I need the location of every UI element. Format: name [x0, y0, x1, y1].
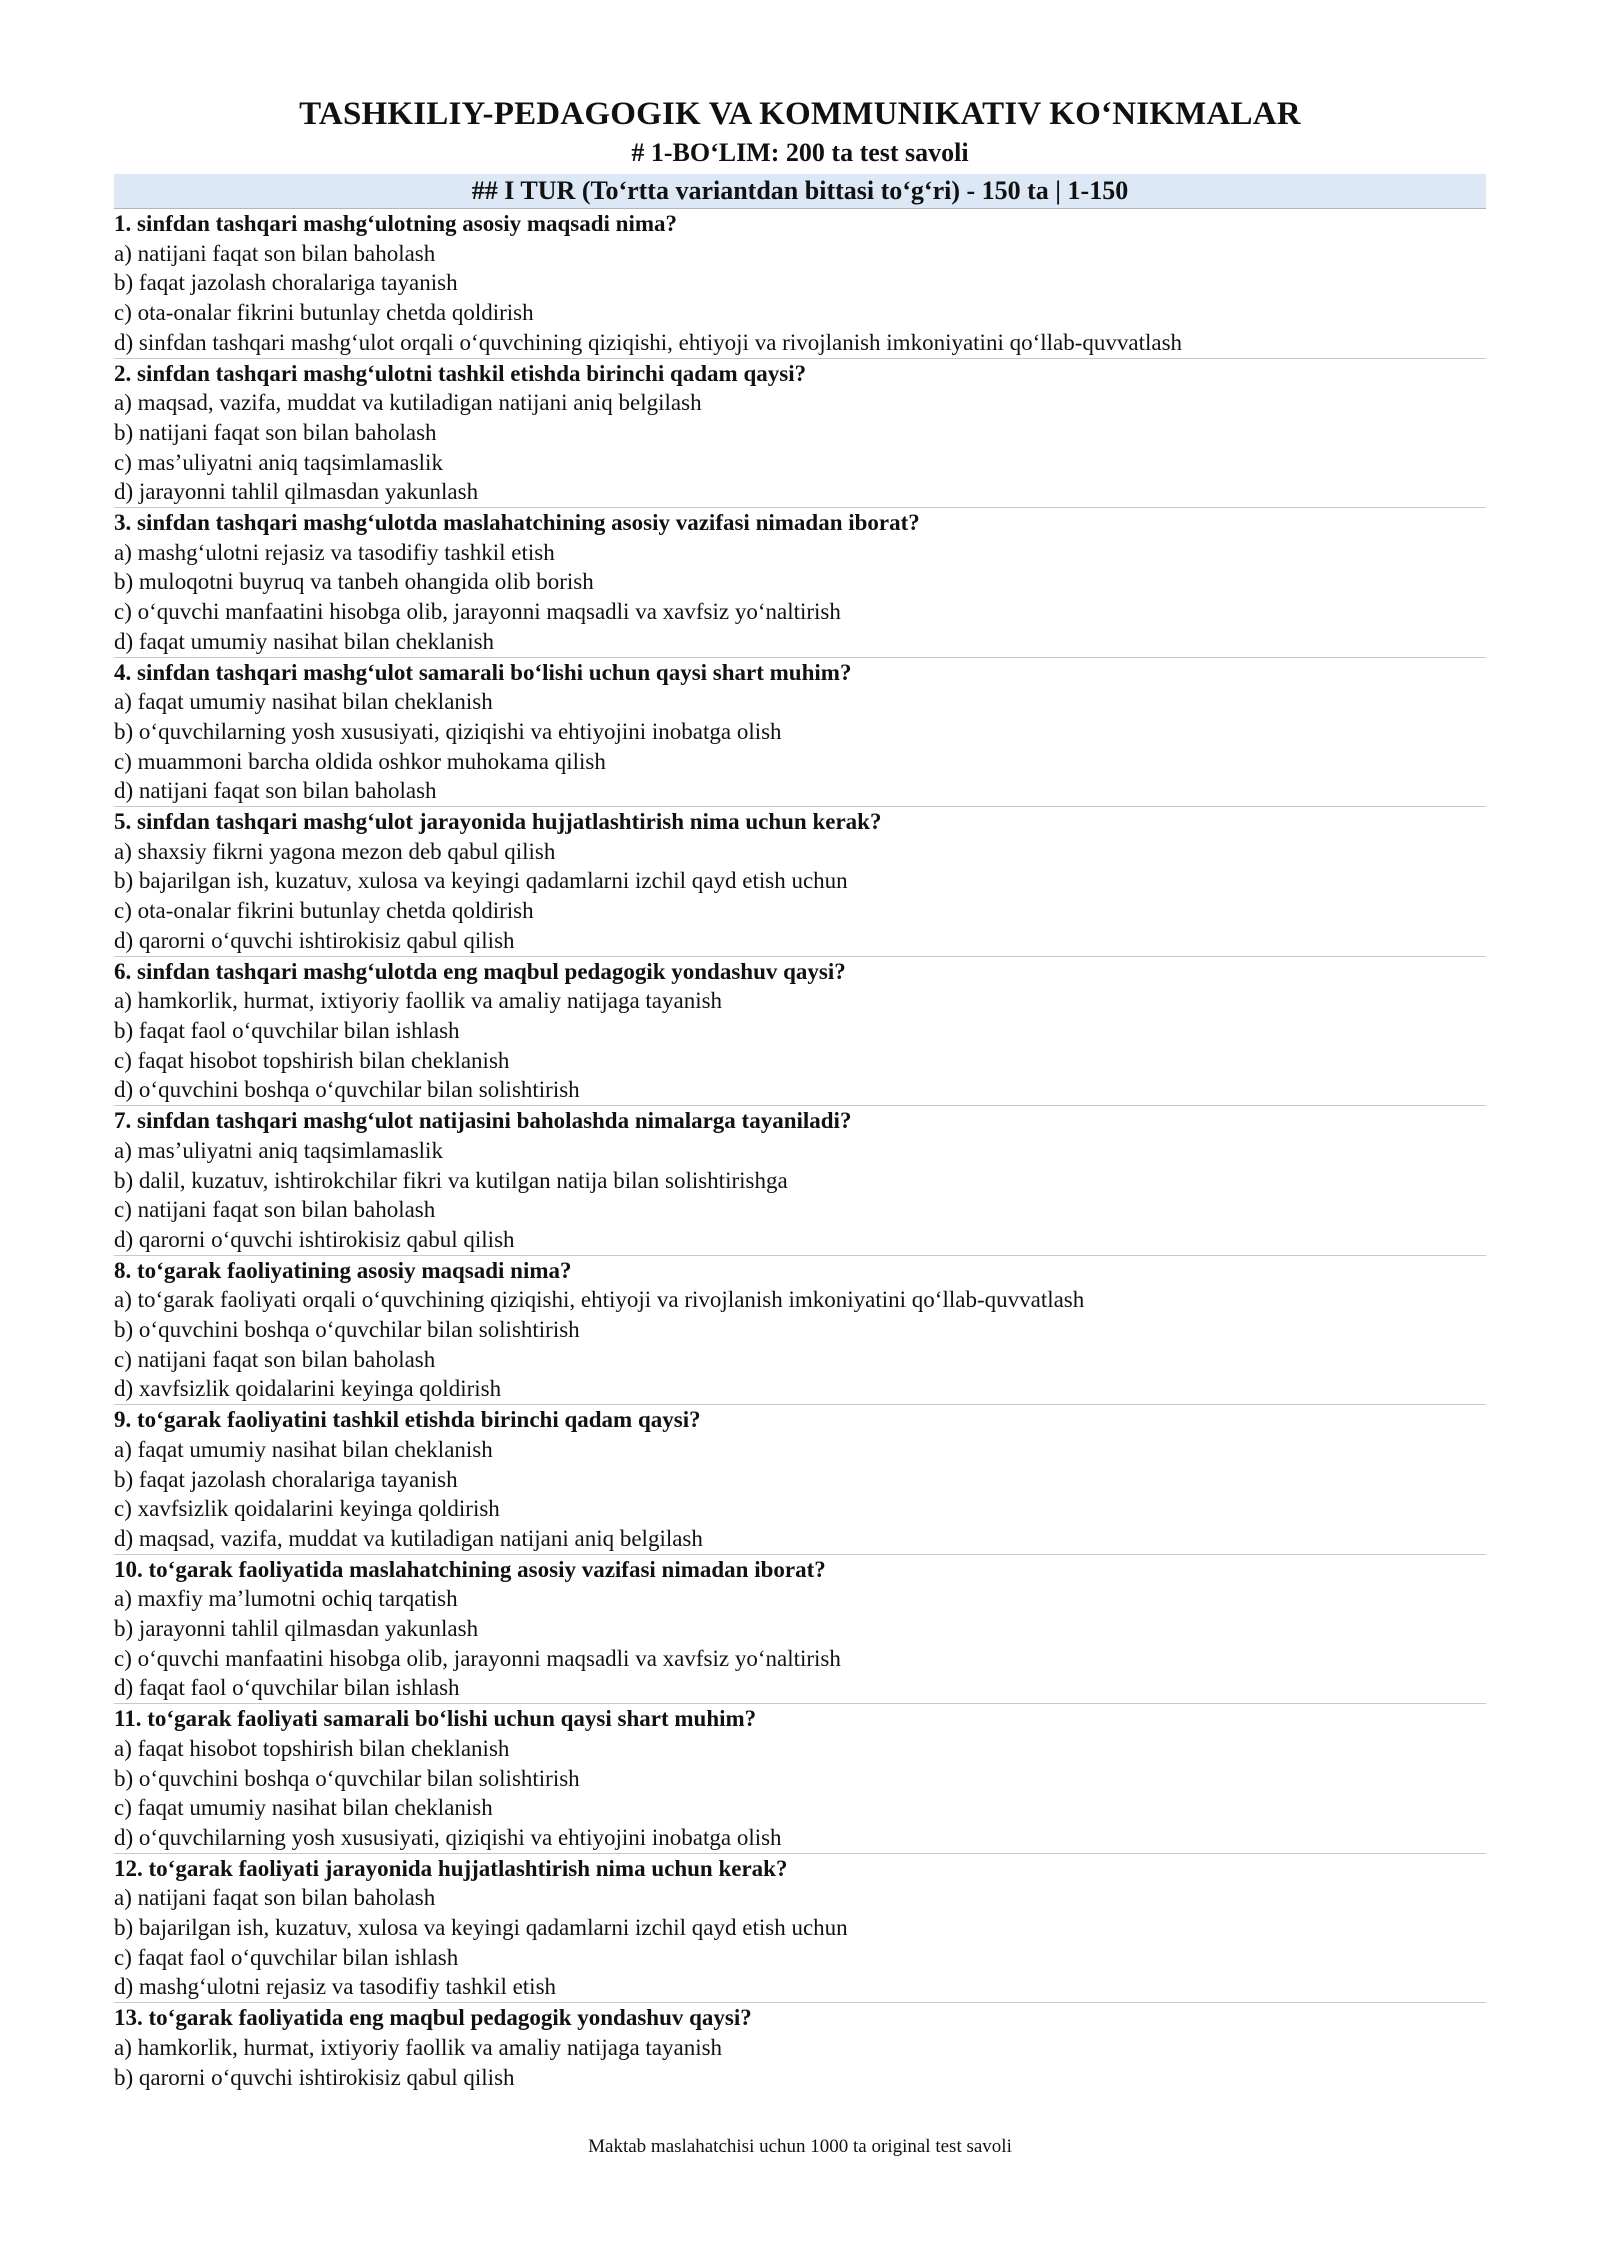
answer-option: a) mas’uliyatni aniq taqsimlamaslik [114, 1137, 443, 1163]
question-text: 5. sinfdan tashqari mashg‘ulot jarayonida hujjatlashtirish nima uchun kerak? [114, 809, 882, 835]
answer-option: a) hamkorlik, hurmat, ixtiyoriy faollik va amaliy natijaga tayanish [114, 2034, 723, 2060]
answer-option: b) faqat jazolash choralariga tayanish [114, 1466, 458, 1492]
question-block [114, 2003, 1486, 2092]
question-text: 1. sinfdan tashqari mashg‘ulotning asosiy maqsadi nima? [114, 211, 678, 236]
question-block [114, 1555, 1486, 1705]
question-text: 2. sinfdan tashqari mashg‘ulotni tashkil etishda birinchi qadam qaysi? [114, 360, 807, 386]
answer-option: c) natijani faqat son bilan baholash [114, 1346, 436, 1372]
question-text: 8. to‘garak faoliyatining asosiy maqsadi nima? [114, 1257, 572, 1283]
answer-option: a) natijani faqat son bilan baholash [114, 1885, 436, 1911]
question-text: 6. sinfdan tashqari mashg‘ulotda eng maqbul pedagogik yondashuv qaysi? [114, 958, 846, 984]
answer-option: b) o‘quvchilarning yosh xususiyati, qiziqishi va ehtiyojini inobatga olish [114, 718, 782, 744]
question-text: 10. to‘garak faoliyatida maslahatchining asosiy vazifasi nimadan iborat? [114, 1556, 826, 1582]
question-text: 7. sinfdan tashqari mashg‘ulot natijasini baholashda nimalarga tayaniladi? [114, 1108, 852, 1134]
answer-option: c) faqat umumiy nasihat bilan cheklanish [114, 1795, 493, 1821]
answer-option: d) qarorni o‘quvchi ishtirokisiz qabul qilish [114, 927, 515, 953]
answer-option: a) maxfiy ma’lumotni ochiq tarqatish [114, 1586, 458, 1612]
question-block [114, 359, 1486, 509]
answer-option: a) natijani faqat son bilan baholash [114, 240, 436, 266]
question-text: 3. sinfdan tashqari mashg‘ulotda maslahatchining asosiy vazifasi nimadan iborat? [114, 510, 920, 536]
answer-option: c) mas’uliyatni aniq taqsimlamaslik [114, 449, 443, 475]
answer-option: b) faqat jazolash choralariga tayanish [114, 270, 458, 296]
answer-option: a) faqat umumiy nasihat bilan cheklanish [114, 689, 493, 715]
answer-option: a) to‘garak faoliyati orqali o‘quvchining qiziqishi, ehtiyoji va rivojlanish imkoniyatini qo‘llab-quvvatlash [114, 1287, 1085, 1313]
answer-option: c) ota-onalar fikrini butunlay chetda qoldirish [114, 300, 534, 326]
answer-option: a) hamkorlik, hurmat, ixtiyoriy faollik va amaliy natijaga tayanish [114, 988, 723, 1014]
question-block [114, 957, 1486, 1107]
answer-option: d) jarayonni tahlil qilmasdan yakunlash [114, 479, 479, 505]
answer-option: c) faqat faol o‘quvchilar bilan ishlash [114, 1944, 459, 1970]
answer-option: a) faqat hisobot topshirish bilan cheklanish [114, 1735, 510, 1761]
answer-option: c) o‘quvchi manfaatini hisobga olib, jarayonni maqsadli va xavfsiz yo‘naltirish [114, 1645, 841, 1671]
question-block [114, 1704, 1486, 1854]
question-text: 12. to‘garak faoliyati jarayonida hujjatlashtirish nima uchun kerak? [114, 1855, 788, 1881]
question-text: 9. to‘garak faoliyatini tashkil etishda birinchi qadam qaysi? [114, 1407, 701, 1433]
answer-option: d) sinfdan tashqari mashg‘ulot orqali o‘quvchining qiziqishi, ehtiyoji va rivojlanish imkoniyatini qo‘llab-quvvatlash [114, 329, 1183, 355]
document-subtitle: # 1-BO‘LIM: 200 ta test savoli [631, 138, 969, 167]
question-list [114, 209, 1486, 2092]
answer-option: b) o‘quvchini boshqa o‘quvchilar bilan solishtirish [114, 1317, 580, 1343]
answer-option: b) faqat faol o‘quvchilar bilan ishlash [114, 1017, 460, 1043]
question-block [114, 508, 1486, 658]
answer-option: b) muloqotni buyruq va tanbeh ohangida olib borish [114, 569, 594, 595]
answer-option: c) muammoni barcha oldida oshkor muhokama qilish [114, 748, 606, 774]
document-title: TASHKILIY-PEDAGOGIK VA KOMMUNIKATIV KO‘NIKMALAR [299, 96, 1301, 132]
answer-option: c) ota-onalar fikrini butunlay chetda qoldirish [114, 898, 534, 924]
answer-option: a) mashg‘ulotni rejasiz va tasodifiy tashkil etish [114, 539, 555, 565]
answer-option: d) faqat faol o‘quvchilar bilan ishlash [114, 1675, 460, 1701]
answer-option: b) bajarilgan ish, kuzatuv, xulosa va keyingi qadamlarni izchil qayd etish uchun [114, 1915, 848, 1941]
question-block [114, 209, 1486, 359]
answer-option: d) faqat umumiy nasihat bilan cheklanish [114, 628, 495, 654]
answer-option: c) xavfsizlik qoidalarini keyinga qoldirish [114, 1496, 500, 1522]
answer-option: d) qarorni o‘quvchi ishtirokisiz qabul qilish [114, 1226, 515, 1252]
answer-option: c) faqat hisobot topshirish bilan cheklanish [114, 1047, 510, 1073]
answer-option: b) o‘quvchini boshqa o‘quvchilar bilan solishtirish [114, 1765, 580, 1791]
answer-option: d) o‘quvchilarning yosh xususiyati, qiziqishi va ehtiyojini inobatga olish [114, 1824, 782, 1850]
answer-option: d) o‘quvchini boshqa o‘quvchilar bilan solishtirish [114, 1077, 580, 1103]
answer-option: a) shaxsiy fikrni yagona mezon deb qabul qilish [114, 838, 556, 864]
answer-option: d) mashg‘ulotni rejasiz va tasodifiy tashkil etish [114, 1974, 557, 2000]
question-block [114, 1854, 1486, 2004]
answer-option: a) maqsad, vazifa, muddat va kutiladigan natijani aniq belgilash [114, 390, 702, 416]
question-block [114, 658, 1486, 808]
answer-option: c) o‘quvchi manfaatini hisobga olib, jarayonni maqsadli va xavfsiz yo‘naltirish [114, 599, 841, 625]
question-block [114, 807, 1486, 957]
question-text: 13. to‘garak faoliyatida eng maqbul pedagogik yondashuv qaysi? [114, 2005, 752, 2031]
answer-option: b) dalil, kuzatuv, ishtirokchilar fikri va kutilgan natija bilan solishtirishga [114, 1167, 788, 1193]
question-block [114, 1256, 1486, 1406]
answer-option: c) natijani faqat son bilan baholash [114, 1197, 436, 1223]
answer-option: a) faqat umumiy nasihat bilan cheklanish [114, 1436, 493, 1462]
question-text: 4. sinfdan tashqari mashg‘ulot samarali bo‘lishi uchun qaysi shart muhim? [114, 659, 852, 685]
section-header: ## I TUR (To‘rtta variantdan bittasi to‘g‘ri) - 150 ta | 1-150 [114, 174, 1486, 209]
answer-option: b) jarayonni tahlil qilmasdan yakunlash [114, 1616, 479, 1642]
answer-option: d) maqsad, vazifa, muddat va kutiladigan natijani aniq belgilash [114, 1525, 703, 1551]
answer-option: b) bajarilgan ish, kuzatuv, xulosa va keyingi qadamlarni izchil qayd etish uchun [114, 868, 848, 894]
question-block [114, 1106, 1486, 1256]
question-text: 11. to‘garak faoliyati samarali bo‘lishi uchun qaysi shart muhim? [114, 1706, 757, 1732]
page-footer: Maktab maslahatchisi uchun 1000 ta original test savoli [588, 2136, 1012, 2157]
question-block [114, 1405, 1486, 1555]
answer-option: d) xavfsizlik qoidalarini keyinga qoldirish [114, 1376, 502, 1402]
answer-option: b) natijani faqat son bilan baholash [114, 419, 437, 445]
answer-option: b) qarorni o‘quvchi ishtirokisiz qabul qilish [114, 2064, 515, 2090]
answer-option: d) natijani faqat son bilan baholash [114, 778, 437, 804]
